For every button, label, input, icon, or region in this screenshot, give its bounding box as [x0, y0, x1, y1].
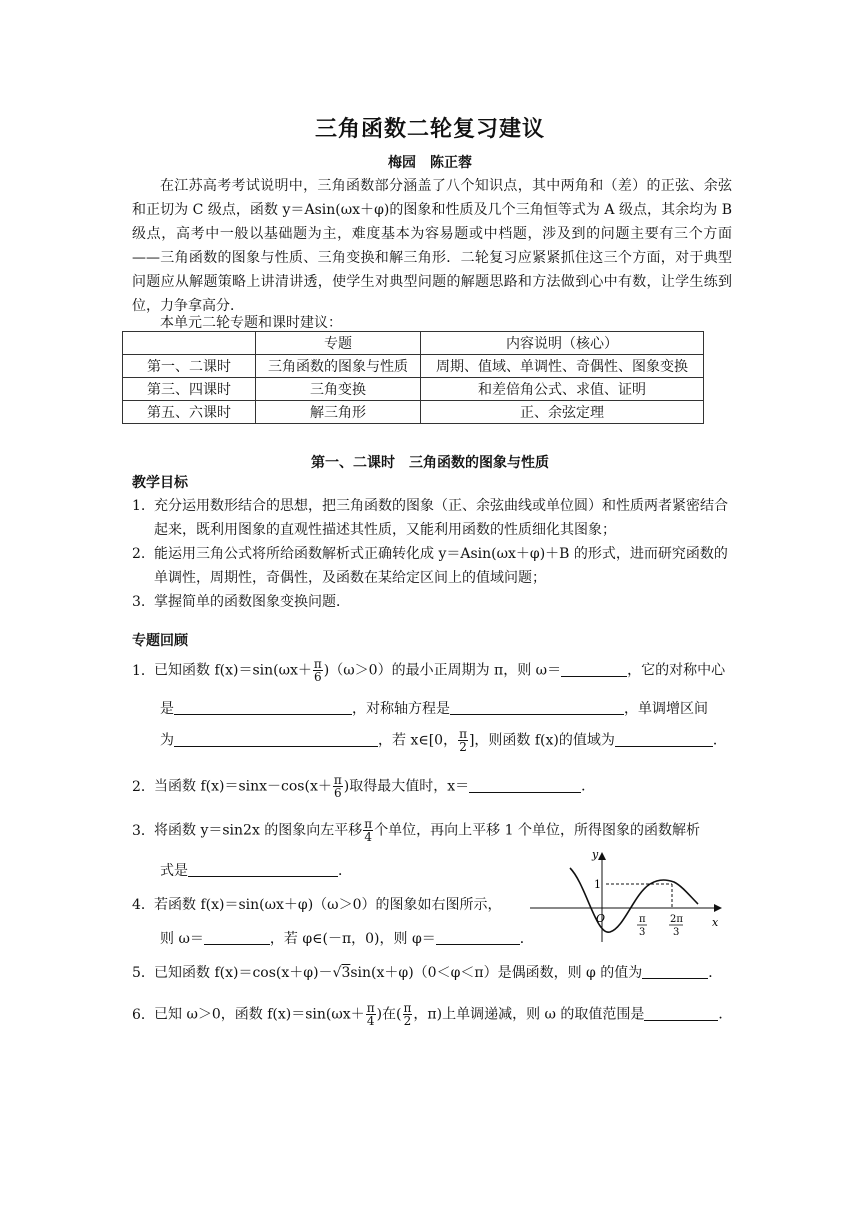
question-text: ． — [708, 965, 723, 981]
question-text: )（ω＞0）的最小正周期为 π，则 ω＝ — [323, 662, 562, 679]
goal-item — [132, 494, 732, 542]
question-text: ，对称轴方程是 — [352, 701, 450, 717]
question-number: 1． — [132, 662, 155, 679]
question-text: ． — [338, 863, 352, 879]
question-text: ，π)上单调递减，则 ω 的取值范围是 — [413, 1006, 645, 1023]
question-4-line-1 — [132, 894, 502, 914]
answer-blank[interactable] — [644, 1006, 718, 1021]
question-text: 个单位，再向上平移 1 个单位，所得图象的函数解析 — [374, 822, 700, 839]
goals-heading: 教学目标 — [132, 475, 188, 491]
answer-blank[interactable] — [436, 930, 520, 945]
x-tick-label-denominator: 3 — [639, 927, 646, 938]
question-1-line-3 — [160, 728, 727, 753]
review-heading: 专题回顾 — [132, 633, 188, 649]
table-header-cell — [123, 332, 256, 355]
question-number: 6． — [132, 1006, 155, 1023]
question-text: ]，则函数 f(x)的值域为 — [468, 732, 615, 749]
fraction-pi-over-6: $\frac{\pi}{6}$ — [313, 657, 322, 684]
x-tick-label-denominator: 3 — [673, 927, 680, 938]
goal-text: 掌握简单的函数图象变换问题． — [154, 594, 350, 610]
question-3-line-2 — [160, 860, 352, 880]
question-text: 已知函数 f(x)＝sin(ωx＋ — [154, 662, 312, 679]
question-text: 则 ω＝ — [160, 931, 204, 947]
question-text: )取得最大值时，x＝ — [343, 778, 470, 795]
answer-blank[interactable] — [174, 700, 352, 715]
question-text: ，它的对称中心 — [627, 662, 726, 679]
x-tick-label-numerator: 2π — [670, 914, 683, 925]
table-cell: 第一、二课时 — [123, 355, 256, 378]
question-text: 为 — [160, 732, 174, 749]
x-axis-label: x — [712, 916, 719, 929]
origin-label: O — [596, 912, 606, 925]
goal-text: 能运用三角公式将所给函数解析式正确转化成 y＝Asin(ωx＋φ)＋B 的形式，进而研究函数的单调性，周期性，奇偶性，及函数在某给定区间上的值域问题； — [154, 546, 728, 586]
question-number: 3． — [132, 822, 155, 839]
lesson-plan-table — [122, 331, 704, 424]
question-1-line-1 — [132, 658, 725, 683]
answer-blank[interactable] — [561, 662, 627, 677]
answer-blank[interactable] — [188, 862, 338, 877]
question-6 — [132, 1002, 732, 1027]
question-4-line-2 — [160, 928, 534, 948]
question-1-line-2 — [160, 698, 708, 718]
question-text: ． — [581, 778, 596, 795]
document-title: 三角函数二轮复习建议 — [314, 117, 545, 142]
goal-item — [132, 590, 732, 614]
x-axis-arrow — [714, 904, 722, 912]
question-text: 当函数 f(x)＝sinx－cos(x＋ — [154, 778, 332, 795]
question-text: 将函数 y＝sin2x 的图象向左平移 — [154, 822, 363, 839]
table-header-cell: 内容说明（核心） — [421, 332, 704, 355]
question-number: 5． — [132, 965, 155, 981]
answer-blank[interactable] — [615, 732, 713, 747]
question-number: 4． — [132, 897, 155, 913]
question-text: ，单调增区间 — [624, 701, 708, 717]
question-text: 已知 ω＞0，函数 f(x)＝sin(ωx＋ — [154, 1006, 365, 1023]
question-text: 已知函数 f(x)＝cos(x＋φ)－ — [154, 965, 333, 981]
table-cell: 第三、四课时 — [123, 378, 256, 401]
table-row — [123, 378, 704, 401]
y-tick-label-one: 1 — [594, 878, 601, 891]
goal-number: 1. — [132, 498, 146, 514]
goal-item — [132, 542, 732, 590]
question-text: ，若 φ∈(－π，0)，则 φ＝ — [269, 931, 436, 947]
table-cell: 和差倍角公式、求值、证明 — [421, 378, 704, 401]
table-cell: 周期、值域、单调性、奇偶性、图象变换 — [421, 355, 704, 378]
y-axis-label: y — [592, 848, 599, 861]
question-text: 是 — [160, 701, 174, 717]
table-header-row — [123, 332, 704, 355]
question-text: ，若 x∈[0， — [378, 732, 458, 749]
question-text: 式是 — [160, 863, 188, 879]
question-text: )在( — [376, 1006, 402, 1023]
goals-list — [132, 494, 732, 614]
sqrt-symbol: √ — [332, 965, 342, 981]
y-axis-arrow — [598, 852, 606, 860]
goal-text: 充分运用数形结合的思想，把三角函数的图象（正、余弦曲线或单位圆）和性质两者紧密结合起来，既利用图象的直观性描述其性质，又能利用函数的性质细化其图象； — [154, 498, 728, 538]
question-5 — [132, 962, 722, 982]
answer-blank[interactable] — [174, 732, 378, 747]
answer-blank[interactable] — [450, 700, 624, 715]
question-3-line-1 — [132, 818, 700, 843]
table-row — [123, 401, 704, 424]
table-cell: 三角变换 — [256, 378, 421, 401]
x-tick-label-numerator: π — [639, 914, 646, 925]
fraction-pi-over-4: $\frac{\pi}{4}$ — [364, 817, 373, 844]
table-row — [123, 355, 704, 378]
section-title: 第一、二课时 三角函数的图象与性质 — [311, 455, 549, 471]
question-text: sin(x＋φ)（0＜φ＜π）是偶函数，则 φ 的值为 — [350, 965, 643, 981]
table-note: 本单元二轮专题和课时建议： — [160, 315, 342, 331]
fraction-pi-over-4: $\frac{\pi}{4}$ — [366, 1001, 375, 1028]
table-cell: 解三角形 — [256, 401, 421, 424]
question-2 — [132, 774, 595, 799]
intro-paragraph: 在江苏高考考试说明中，三角函数部分涵盖了八个知识点，其中两角和（差）的正弦、余弦和正切为 C 级点，函数 y＝Asin(ωx＋φ)的图象和性质及几个三角恒等式为 A 级点，其余均为 B 级点，高考中一般以基础题为主，难度基本为容易题或中档题，涉及到的问题主要有三个方面——三角函数的图象与性质、三角变换和解三角形．二轮复习应紧紧抓住这三个方面，对于典型问题应从解题策略上讲清讲透，使学生对典型问题的解题思路和方法做到心中有数，让学生练到位，力争拿高分． — [132, 178, 732, 314]
fraction-pi-over-6: $\frac{\pi}{6}$ — [333, 773, 342, 800]
question-number: 2． — [132, 778, 155, 795]
sine-curve-graph — [526, 846, 726, 946]
answer-blank[interactable] — [204, 930, 270, 945]
question-text: ． — [718, 1006, 733, 1023]
question-text: 若函数 f(x)＝sin(ωx＋φ)（ω＞0）的图象如右图所示， — [154, 897, 502, 913]
table-cell: 三角函数的图象与性质 — [256, 355, 421, 378]
question-text: ． — [519, 931, 534, 947]
answer-blank[interactable] — [642, 964, 708, 979]
answer-blank[interactable] — [469, 778, 581, 793]
sqrt-radicand: 3 — [341, 965, 351, 981]
table-header-cell: 专题 — [256, 332, 421, 355]
fraction-pi-over-2: $\frac{\pi}{2}$ — [403, 1001, 412, 1028]
author-line: 梅园 陈正蓉 — [388, 155, 472, 171]
table-cell: 正、余弦定理 — [421, 401, 704, 424]
question-text: ． — [712, 732, 727, 749]
goal-number: 2. — [132, 546, 146, 562]
goal-number: 3. — [132, 594, 146, 610]
fraction-pi-over-2: $\frac{\pi}{2}$ — [459, 727, 467, 754]
table-cell: 第五、六课时 — [123, 401, 256, 424]
